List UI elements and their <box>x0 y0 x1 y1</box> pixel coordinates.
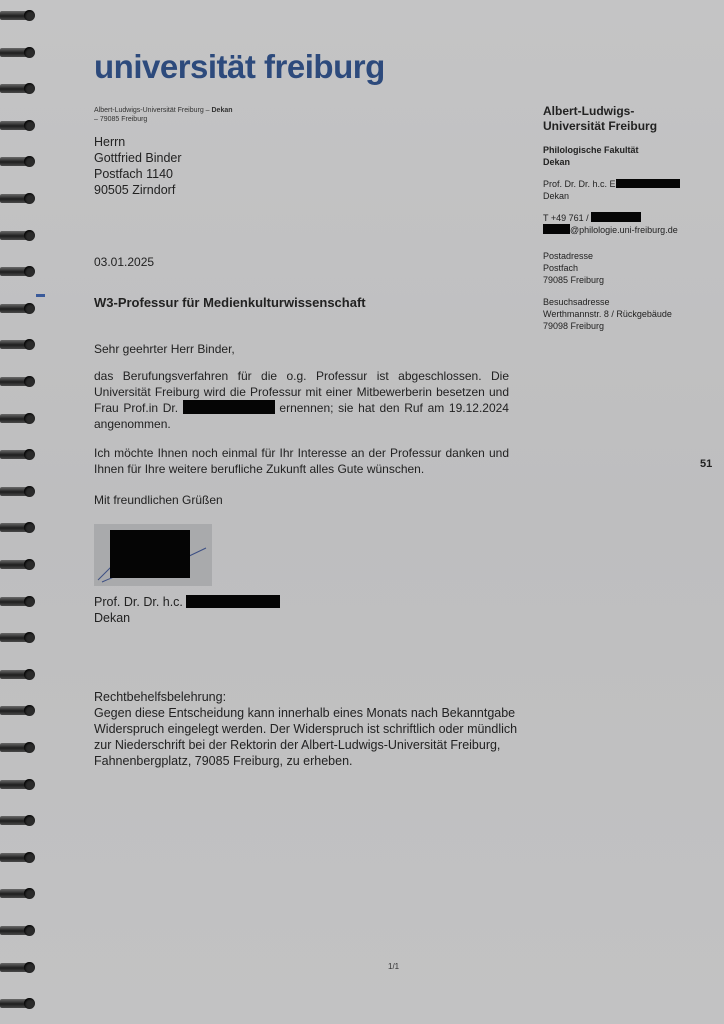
spacer <box>543 286 713 296</box>
binding-ring <box>0 703 36 719</box>
sidebar-email <box>543 224 713 236</box>
salutation: Sehr geehrter Herr Binder, <box>94 342 235 356</box>
binding-ring <box>0 337 36 353</box>
binding-ring <box>0 191 36 207</box>
sender-prefix: Albert-Ludwigs-Universität Freiburg – <box>94 107 212 114</box>
binding-ring <box>0 118 36 134</box>
closing: Mit freundlichen Grüßen <box>94 493 223 507</box>
sidebar-postal-city: 79085 Freiburg <box>543 275 605 285</box>
binding-ring <box>0 81 36 97</box>
binding-ring <box>0 154 36 170</box>
sidebar-postal-box: Postfach <box>543 263 579 273</box>
spiral-binding <box>0 0 40 1024</box>
binding-ring <box>0 667 36 683</box>
sidebar-person-prefix: Prof. Dr. Dr. h.c. E <box>543 179 616 189</box>
legal-notice <box>94 689 524 769</box>
sender-line2: – 79085 Freiburg <box>94 116 148 123</box>
signer-block <box>94 594 280 626</box>
binding-ring <box>0 630 36 646</box>
recipient-line: Postfach 1140 <box>94 167 173 181</box>
sidebar-visit-city: 79098 Freiburg <box>543 321 605 331</box>
recipient-line: 90505 Zirndorf <box>94 183 176 197</box>
redaction-box <box>183 400 275 414</box>
fold-mark <box>36 294 45 297</box>
spacer <box>543 168 713 178</box>
letterhead-sidebar <box>543 104 713 332</box>
sidebar-phone <box>543 212 713 224</box>
binding-ring <box>0 996 36 1012</box>
sidebar-email-suffix: @philologie.uni-freiburg.de <box>570 225 678 235</box>
binding-ring <box>0 594 36 610</box>
binding-ring <box>0 301 36 317</box>
binding-ring <box>0 8 36 24</box>
footer-page-count: 1/1 <box>388 962 400 971</box>
paragraph-2: Ich möchte Ihnen noch einmal für Ihr Interesse an der Professur danken und Ihnen für Ihre weitere berufliche Zukunft alles Gute wünschen. <box>94 446 509 476</box>
paragraph-1-after: ernennen; sie hat den Ruf am 19.12.2024 angenommen. <box>94 401 509 431</box>
paragraph-1 <box>94 368 509 432</box>
binding-ring <box>0 850 36 866</box>
binding-ring <box>0 45 36 61</box>
signer-title: Prof. Dr. Dr. h.c. <box>94 595 187 609</box>
binding-ring <box>0 411 36 427</box>
redaction-box <box>110 530 190 578</box>
legal-text: Gegen diese Entscheidung kann innerhalb eines Monats nach Bekanntgabe Widerspruch eingelegt werden. Der Widerspruch ist schriftlich oder mündlich zur Niederschrift bei der Rektorin der Albert-Ludwigs-Universität Freiburg, Fahnenbergplatz, 79085 Freiburg, zu erheben. <box>94 706 518 768</box>
binding-ring <box>0 447 36 463</box>
sidebar-institution <box>543 104 713 134</box>
binding-ring <box>0 923 36 939</box>
binding-ring <box>0 520 36 536</box>
binding-ring <box>0 740 36 756</box>
binding-ring <box>0 777 36 793</box>
signature-image <box>94 524 212 586</box>
sidebar-person <box>543 178 713 190</box>
letter-date: 03.01.2025 <box>94 255 155 269</box>
binding-ring <box>0 886 36 902</box>
redaction-box <box>591 212 641 222</box>
sidebar-institution-line: Albert-Ludwigs- <box>543 104 635 118</box>
paragraph-1-before: das Berufungsverfahren für die o.g. Professur ist abgeschlossen. Die Universität Freiburg wird die Professur mit einer Mitbewerberin besetzen und Frau Prof.in Dr. <box>94 369 509 415</box>
redaction-box <box>543 224 570 234</box>
binding-ring <box>0 374 36 390</box>
spacer <box>543 236 713 250</box>
recipient-address <box>94 134 182 198</box>
signer-role: Dekan <box>94 611 131 625</box>
sender-role: Dekan <box>211 107 233 114</box>
recipient-line: Herrn <box>94 135 126 149</box>
spacer <box>543 202 713 212</box>
recipient-line: Gottfried Binder <box>94 151 182 165</box>
legal-heading: Rechtbehelfsbelehrung: <box>94 690 227 704</box>
letter-subject: W3-Professur für Medienkulturwissenschaft <box>94 295 366 310</box>
sidebar-visit-street: Werthmannstr. 8 / Rückgebäude <box>543 309 672 319</box>
sidebar-faculty: Philologische Fakultät <box>543 145 639 155</box>
redaction-box <box>616 179 680 188</box>
binding-ring <box>0 228 36 244</box>
sidebar-visit-label: Besuchsadresse <box>543 297 610 307</box>
binding-ring <box>0 484 36 500</box>
binding-ring <box>0 960 36 976</box>
university-logo: universität freiburg <box>94 48 385 85</box>
sidebar-person-role: Dekan <box>543 191 570 201</box>
binding-ring <box>0 264 36 280</box>
sidebar-faculty-role: Dekan <box>543 157 571 167</box>
signature-strokes <box>94 524 212 586</box>
sidebar-postal-label: Postadresse <box>543 251 594 261</box>
binding-ring <box>0 813 36 829</box>
sender-return-address <box>94 106 233 124</box>
redaction-box <box>186 595 280 608</box>
sidebar-institution-line: Universität Freiburg <box>543 119 658 133</box>
sidebar-phone-prefix: T +49 761 / <box>543 213 592 223</box>
page-number: 51 <box>700 458 713 470</box>
binding-ring <box>0 557 36 573</box>
signer-name-line <box>94 594 280 610</box>
